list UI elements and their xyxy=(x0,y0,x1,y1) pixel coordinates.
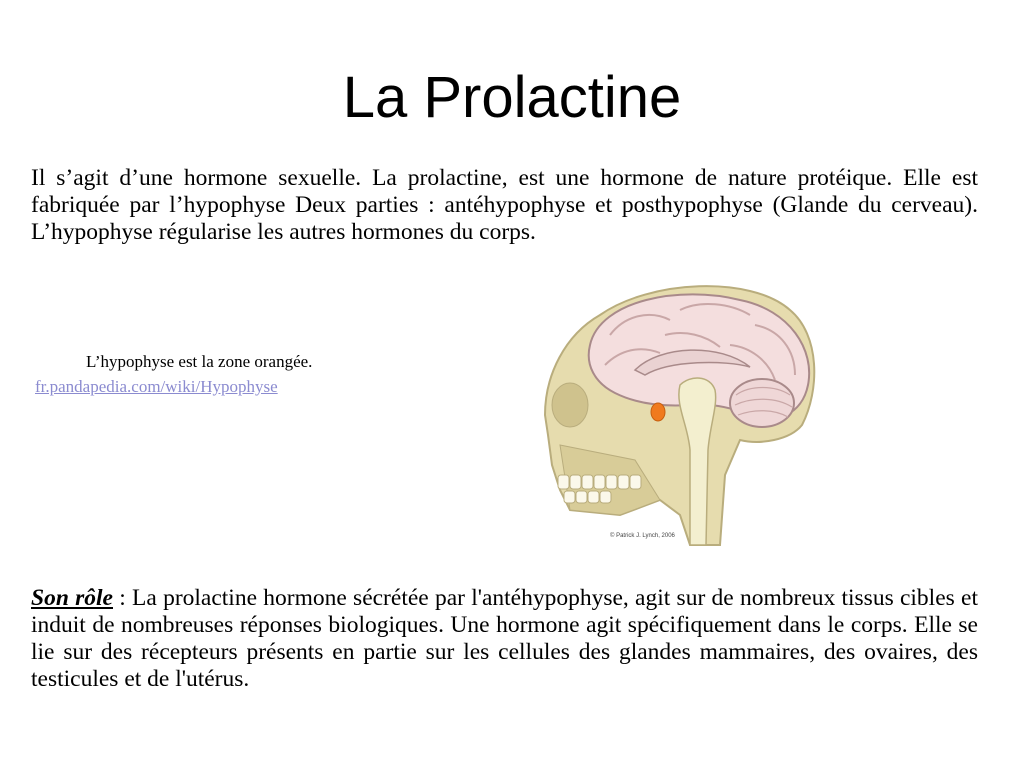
intro-paragraph: Il s’agit d’une hormone sexuelle. La prolactine, est une hormone de nature protéique. Elle est fabriquée par l’hypophyse Deux parties : antéhypophyse et posthypophyse (Glande du cerveau). L’hypophyse régularise les autres hormones du corps. xyxy=(31,165,978,245)
brain-skull-illustration xyxy=(540,275,820,547)
role-paragraph xyxy=(31,585,978,693)
role-separator: : xyxy=(113,585,133,611)
pituitary-gland xyxy=(651,403,665,421)
image-credit: © Patrick J. Lynch, 2006 xyxy=(610,533,675,539)
eye-orbit xyxy=(552,383,588,427)
slide-title: La Prolactine xyxy=(342,65,682,130)
source-link[interactable]: fr.pandapedia.com/wiki/Hypophyse xyxy=(35,377,278,396)
image-caption: L’hypophyse est la zone orangée. xyxy=(86,352,313,371)
role-label: Son rôle xyxy=(31,585,113,611)
role-text: La prolactine hormone sécrétée par l'antéhypophyse, agit sur de nombreux tissus cibles et induit de nombreuses réponses biologiques. Une hormone agit spécifiquement dans le corps. Elle se lie sur des récepteurs présents en partie sur les cellules des glandes mammaires, des ovaires, des testicules et de l'utérus. xyxy=(31,585,978,692)
